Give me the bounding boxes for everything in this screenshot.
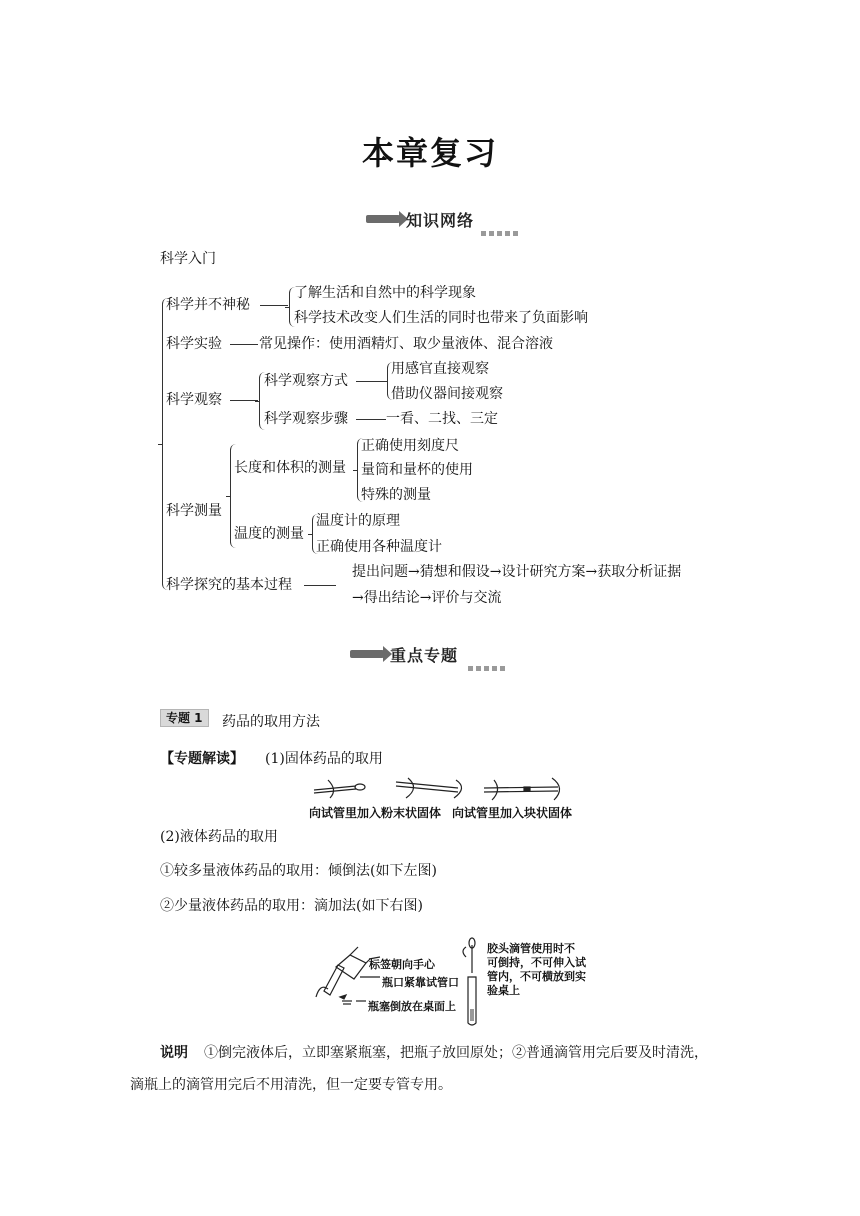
node-3b: 科学观察步骤 [264,411,348,427]
connector-line [230,344,258,345]
node-5b: →得出结论→评价与交流 [352,590,502,606]
node-4b: 温度的测量 [234,526,304,542]
node-4b2: 正确使用各种温度计 [316,539,442,555]
banner-title: 重点专题 [390,646,459,665]
connector-line [304,585,336,586]
node-science-observation: 科学观察 [166,392,222,408]
connector-line [356,381,386,382]
node-inquiry-process: 科学探究的基本过程 [166,577,292,593]
knowledge-network-banner [366,208,536,230]
topic-badge: 专题 1 [160,707,209,726]
note-line-1: ①倒完液体后，立即塞紧瓶塞，把瓶子放回原处；②普通滴管用完后要及时清洗， [204,1045,708,1061]
node-4a3: 特殊的测量 [361,487,431,503]
arrow-icon [366,215,400,223]
note-line-2: 滴瓶上的滴管用完后不用清洗，但一定要专管专用。 [130,1077,452,1093]
node-science-measurement: 科学测量 [166,503,222,519]
label-dropper-rule-2: 可倒持，不可伸入试 [487,956,586,969]
label-dropper-rule-1: 胶头滴管使用时不 [487,942,575,955]
label-mouth-against-tube: 瓶口紧靠试管口 [382,976,459,989]
node-science-experiment: 科学实验 [166,336,222,352]
paragraph-4: ②少量液体药品的取用：滴加法(如下右图) [160,898,423,914]
node-3a: 科学观察方式 [264,373,348,389]
topic-title: 药品的取用方法 [222,714,320,730]
node-3b1: 一看、二找、三定 [386,411,498,427]
label-dropper-rule-3: 管内，不可横放到实 [487,970,586,983]
connector-line [260,305,288,306]
node-4a: 长度和体积的测量 [234,460,346,476]
node-science-not-mysterious: 科学并不神秘 [166,297,250,313]
network-root: 科学入门 [160,251,216,267]
topic-intro-label: 【专题解读】 [160,751,244,767]
caption-lump: 向试管里加入块状固体 [452,806,573,820]
node-4a2: 量筒和量杯的使用 [361,462,473,478]
connector-line [230,400,258,401]
dots-decoration [468,652,518,662]
arrow-icon [350,650,384,658]
page-title: 本章复习 [361,134,498,172]
key-topics-banner [350,643,520,665]
connector-line [356,419,386,420]
caption-powder: 向试管里加入粉末状固体 [309,806,442,820]
node-3a2: 借助仪器间接观察 [391,386,503,402]
label-stopper-upside-down: 瓶塞倒放在桌面上 [368,1000,456,1013]
solid-reagent-illustration [308,776,580,802]
node-1a: 了解生活和自然中的科学现象 [294,285,476,301]
paragraph-2: (2)液体药品的取用 [160,829,278,845]
note-label: 说明 [160,1045,188,1061]
paragraph-3: ①较多量液体药品的取用：倾倒法(如下左图) [160,863,437,879]
label-facing-palm: 标签朝向手心 [369,958,435,971]
node-2a: 常见操作：使用酒精灯、取少量液体、混合溶液 [259,336,553,352]
banner-title: 知识网络 [406,211,475,230]
node-4b1: 温度计的原理 [316,513,400,529]
node-4a1: 正确使用刻度尺 [361,438,459,454]
node-5a: 提出问题→猜想和假设→设计研究方案→获取分析证据 [352,564,682,580]
node-3a1: 用感官直接观察 [391,361,489,377]
dots-decoration [481,217,531,227]
node-1b: 科学技术改变人们生活的同时也带来了负面影响 [294,310,588,326]
label-dropper-rule-4: 验桌上 [487,984,520,997]
paragraph-1: (1)固体药品的取用 [265,751,383,767]
